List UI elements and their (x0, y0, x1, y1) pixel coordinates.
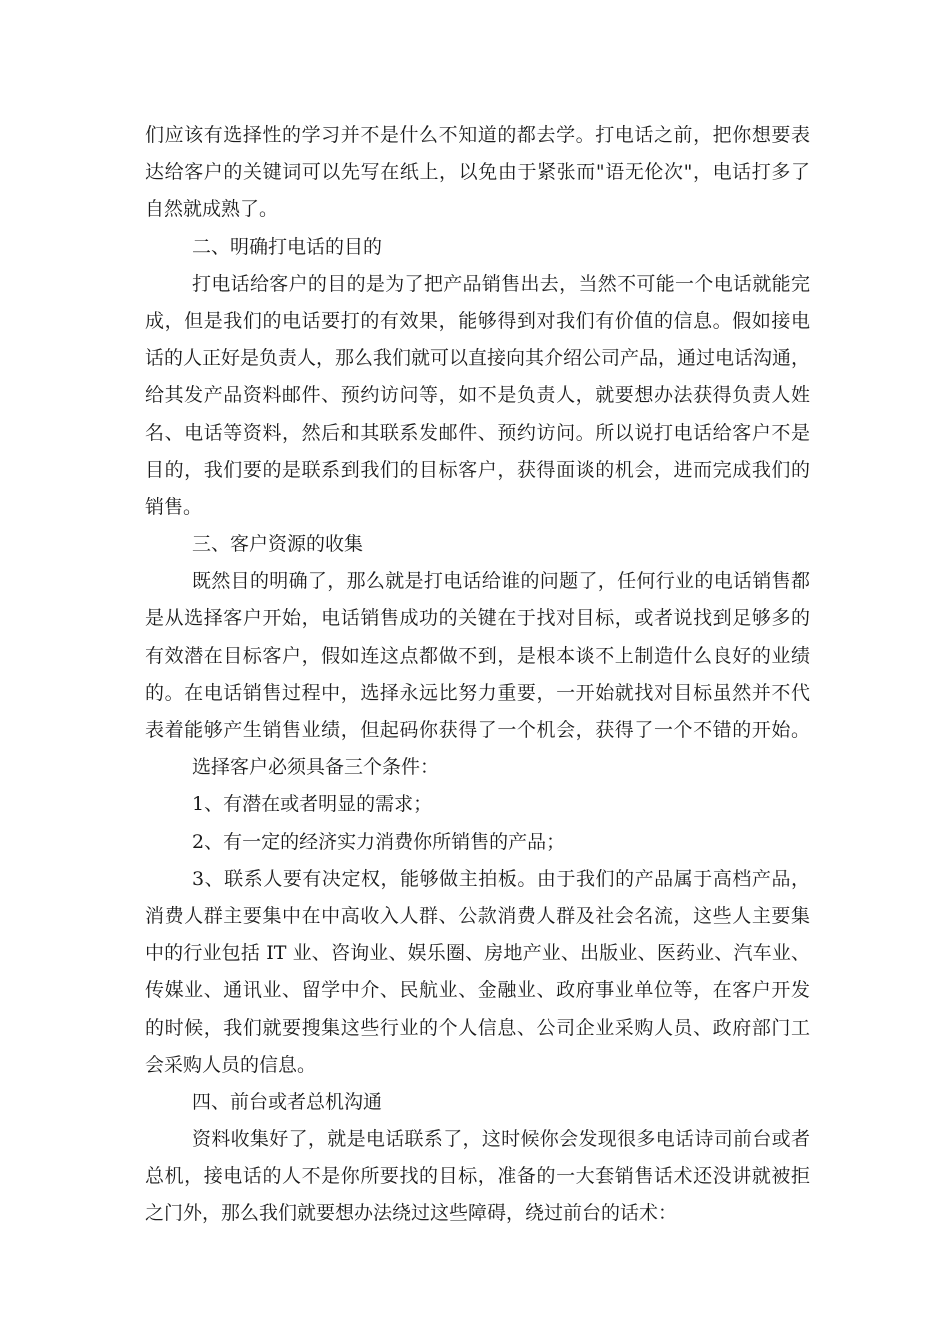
text-line: 二、明确打电话的目的 (192, 235, 383, 258)
text-line: 自然就成熟了。 (145, 198, 279, 221)
text-line: 消费人群主要集中在中高收入人群、公款消费人群及社会名流，这些人主要集 (145, 904, 810, 927)
text-line: 成，但是我们的电话要打的有效果，能够得到对我们有价值的信息。假如接电 (145, 309, 810, 332)
text-line: 达给客户的关键词可以先写在纸上，以免由于紧张而"语无伦次"，电话打多了 (145, 161, 810, 184)
text-line: 的时候，我们就要搜集这些行业的个人信息、公司企业采购人员、政府部门工 (145, 1016, 810, 1039)
text-line: 的。在电话销售过程中，选择永远比努力重要，一开始就找对目标虽然并不代 (145, 681, 810, 704)
document-body (145, 117, 810, 1233)
text-line: 名、电话等资料，然后和其联系发邮件、预约访问。所以说打电话给客户不是 (145, 421, 810, 444)
text-line: 选择客户必须具备三个条件： (192, 756, 440, 779)
text-line: 2、有一定的经济实力消费你所销售的产品； (192, 830, 566, 853)
text-line: 是从选择客户开始，电话销售成功的关键在于找对目标，或者说找到足够多的 (145, 607, 810, 630)
text-line: 们应该有选择性的学习并不是什么不知道的都去学。打电话之前，把你想要表 (145, 124, 810, 146)
text-line: 中的行业包括 IT 业、咨询业、娱乐圈、房地产业、出版业、医药业、汽车业、 (145, 942, 810, 965)
text-line: 给其发产品资料邮件、预约访问等，如不是负责人，就要想办法获得负责人姓 (145, 384, 810, 407)
text-line: 表着能够产生销售业绩，但起码你获得了一个机会，获得了一个不错的开始。 (145, 719, 810, 741)
text-line: 目的，我们要的是联系到我们的目标客户，获得面谈的机会，进而完成我们的 (145, 458, 810, 481)
text-line: 销售。 (145, 495, 203, 518)
text-line: 话的人正好是负责人，那么我们就可以直接向其介绍公司产品，通过电话沟通， (145, 347, 810, 370)
text-line: 四、前台或者总机沟通 (192, 1090, 383, 1113)
text-line: 传媒业、通讯业、留学中介、民航业、金融业、政府事业单位等，在客户开发 (145, 979, 810, 1002)
text-line: 之门外，那么我们就要想办法绕过这些障碍，绕过前台的话术： (145, 1202, 678, 1225)
text-line: 资料收集好了，就是电话联系了，这时候你会发现很多电话诗司前台或者 (192, 1128, 810, 1151)
text-line: 三、客户资源的收集 (192, 533, 364, 556)
text-line: 有效潜在目标客户，假如连这点都做不到，是根本谈不上制造什么良好的业绩 (145, 644, 810, 667)
text-line: 既然目的明确了，那么就是打电话给谁的问题了，任何行业的电话销售都 (192, 570, 810, 593)
text-line: 会采购人员的信息。 (145, 1053, 317, 1076)
text-line: 3、联系人要有决定权，能够做主拍板。由于我们的产品属于高档产品， (192, 867, 810, 890)
text-line: 1、有潜在或者明显的需求； (192, 793, 433, 816)
text-line: 总机，接电话的人不是你所要找的目标，准备的一大套销售话术还没讲就被拒 (145, 1165, 810, 1188)
text-line: 打电话给客户的目的是为了把产品销售出去，当然不可能一个电话就能完 (192, 272, 810, 295)
